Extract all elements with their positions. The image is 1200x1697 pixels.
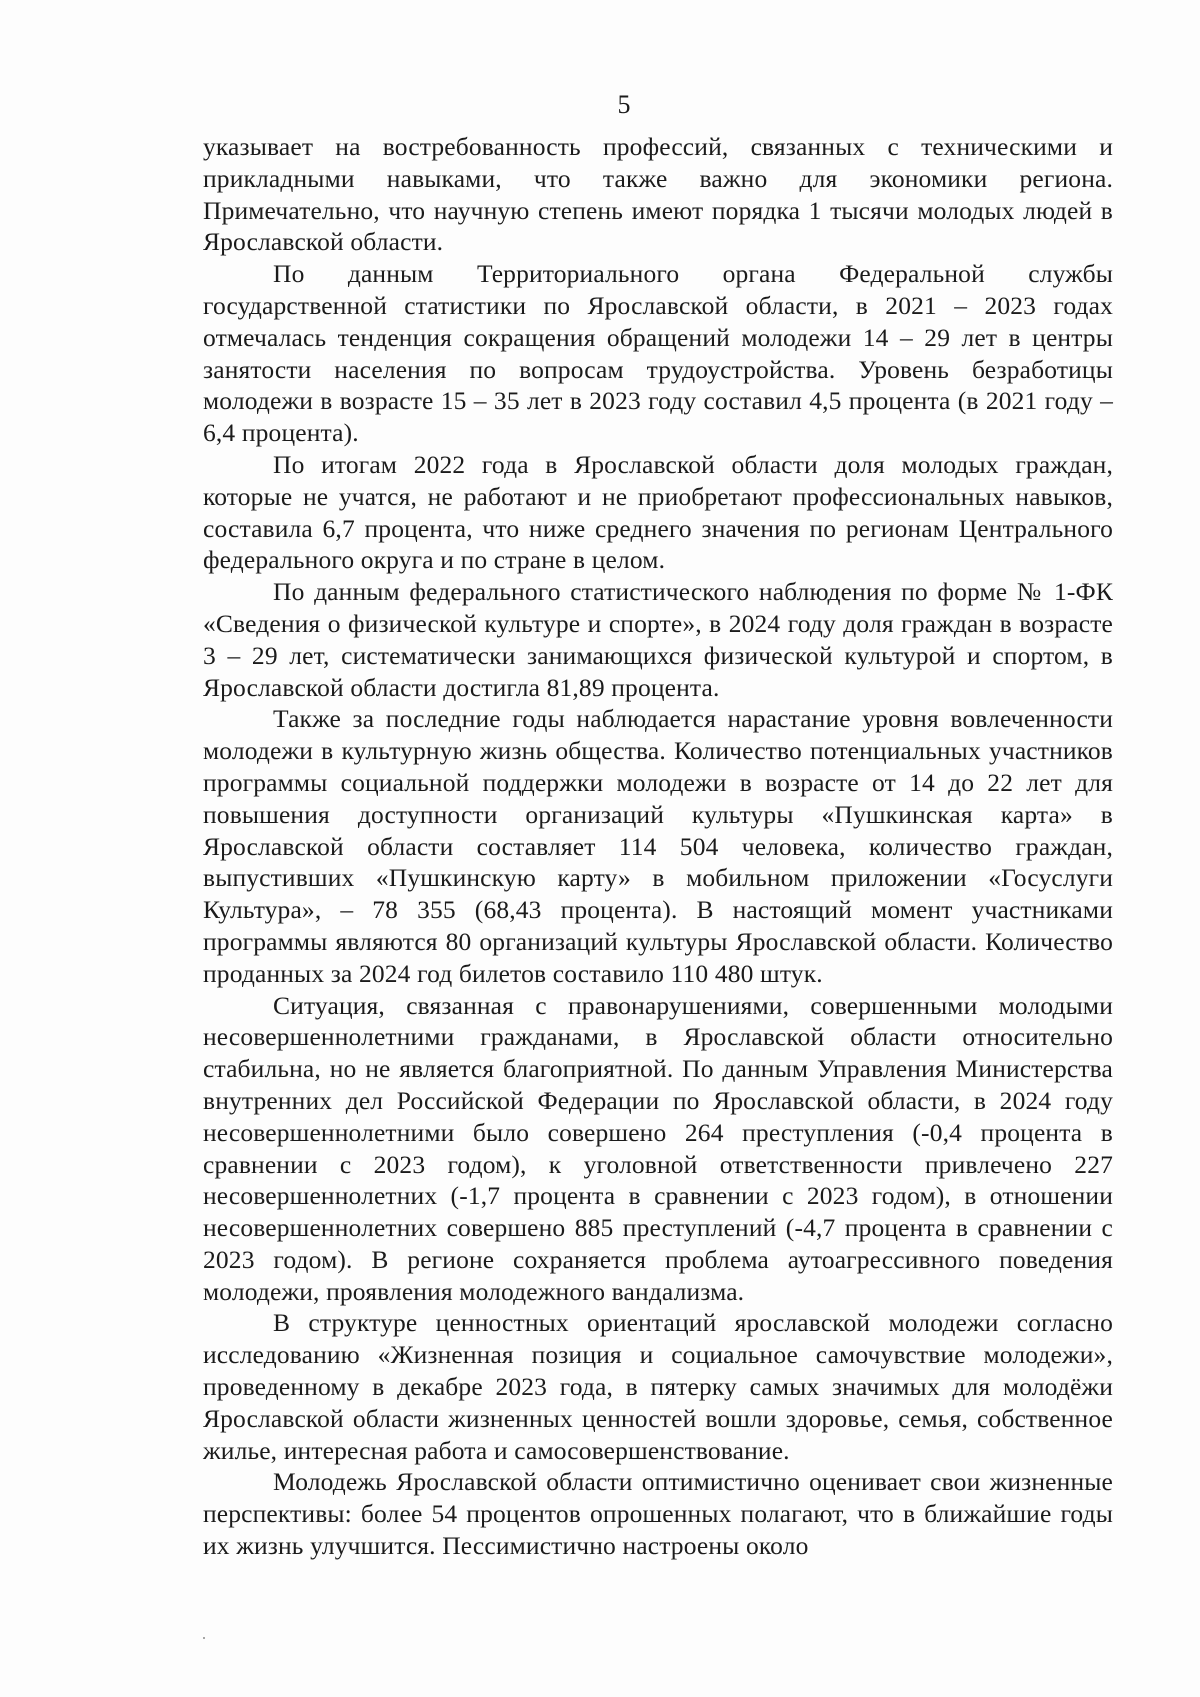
paragraph-values: В структуре ценностных ориентаций ярославской молодежи согласно исследованию «Жизненная позиция и социальное самочувствие молодежи», проведенному в декабре 2023 года, в пятерку самых значимых для молодёжи Ярославской области жизненных ценностей вошли здоровье, семья, собственное жилье, интересная работа и самосовершенствование.	[203, 1308, 1113, 1465]
paragraph-sports: По данным федерального статистического наблюдения по форме № 1-ФК «Сведения о физической культуре и спорте», в 2024 году доля граждан в возрасте 3 – 29 лет, систематически занимающихся физической культурой и спортом, в Ярославской области достигла 81,89 процента.	[203, 577, 1113, 702]
page-number: 5	[617, 90, 631, 119]
paragraph-offenses: Ситуация, связанная с правонарушениями, совершенными молодыми несовершеннолетними гражданами, в Ярославской области относительно стабильна, но не является благоприятной. По данным Управления Министерства внутренних дел Российской Федерации по Ярославской области, в 2024 году несовершеннолетними было совершено 264 преступления (-0,4 процента в сравнении с 2023 годом), к уголовной ответственности привлечено 227 несовершеннолетних (-1,7 процента в сравнении с 2023 годом), в отношении несовершеннолетних совершено 885 преступлений (-4,7 процента в сравнении с 2023 годом). В регионе сохраняется проблема аутоагрессивного поведения молодежи, проявления молодежного вандализма.	[203, 990, 1113, 1306]
paragraph-culture: Также за последние годы наблюдается нарастание уровня вовлеченности молодежи в культурную жизнь общества. Количество потенциальных участников программы социальной поддержки молодежи в возрасте от 14 до 22 лет для повышения доступности организаций культуры «Пушкинская карта» в Ярославской области составляет 114 504 человека, количество граждан, выпустивших «Пушкинскую карту» в мобильном приложении «Госуслуги Культура», – 78 355 (68,43 процента). В настоящий момент участниками программы являются 80 организаций культуры Ярославской области. Количество проданных за 2024 год билетов составило 110 480 штук.	[203, 704, 1113, 988]
paragraph-outlook: Молодежь Ярославской области оптимистично оценивает свои жизненные перспективы: более 54 процентов опрошенных полагают, что в ближайшие годы их жизнь улучшится. Пессимистично настроены около	[203, 1467, 1113, 1561]
paragraph-neet-share: По итогам 2022 года в Ярославской области доля молодых граждан, которые не учатся, не работают и не приобретают профессиональных навыков, составила 6,7 процента, что ниже среднего значения по регионам Центрального федерального округа и по стране в целом.	[203, 449, 1113, 575]
document-body	[203, 131, 1113, 1562]
paragraph-unemployment: По данным Территориального органа Федеральной службы государственной статистики по Ярославской области, в 2021 – 2023 годах отмечалась тенденция сокращения обращений молодежи 14 – 29 лет в центры занятости населения по вопросам трудоустройства. Уровень безработицы молодежи в возрасте 15 – 35 лет в 2023 году составил 4,5 процента (в 2021 году – 6,4 процента).	[203, 259, 1113, 448]
paragraph-continuation: указывает на востребованность профессий, связанных с техническими и прикладными навыками, что также важно для экономики региона. Примечательно, что научную степень имеют порядка 1 тысячи молодых людей в Ярославской области.	[203, 132, 1113, 257]
scan-mark	[203, 1637, 205, 1639]
